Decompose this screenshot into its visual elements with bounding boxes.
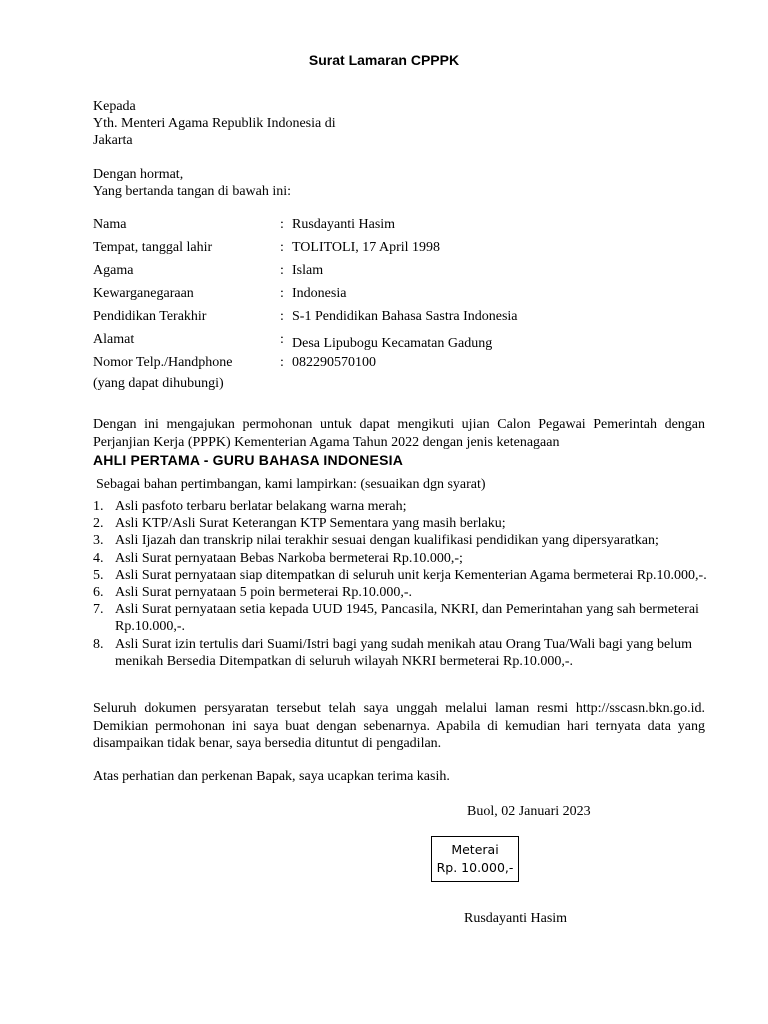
closing-paragraph: Seluruh dokumen persyaratan tersebut telah saya unggah melalui laman resmi http://sscasn.bkn.go.id. Demikian permohonan ini saya buat dengan sebenarnya. Apabila di kemudian hari ternyata data yang disampaikan tidak benar, saya bersedia dituntut di pengadilan. xyxy=(93,701,705,751)
field-value-religion: Islam xyxy=(292,263,324,278)
field-separator: : xyxy=(280,286,284,301)
field-label-religion: Agama xyxy=(93,263,134,278)
recipient-line-2: Yth. Menteri Agama Republik Indonesia di xyxy=(93,116,336,131)
field-label-phone: Nomor Telp./Handphone xyxy=(93,355,233,370)
recipient-line-1: Kepada xyxy=(93,99,136,114)
field-separator: : xyxy=(280,217,284,232)
attachments-list xyxy=(93,498,713,670)
field-value-education: S-1 Pendidikan Bahasa Sastra Indonesia xyxy=(292,309,518,324)
field-separator: : xyxy=(280,309,284,324)
list-item: 6. Asli Surat pernyataan 5 poin bermeterai Rp.10.000,-. xyxy=(93,585,413,601)
field-value-address: Desa Lipubogu Kecamatan Gadung xyxy=(292,336,493,351)
attachments-intro: Sebagai bahan pertimbangan, kami lampirkan: (sesuaikan dgn syarat) xyxy=(96,477,486,492)
list-item: 4. Asli Surat pernyataan Bebas Narkoba bermeterai Rp.10.000,-; xyxy=(93,550,463,566)
place-date: Buol, 02 Januari 2023 xyxy=(467,804,591,819)
list-item: 8. Asli Surat izin tertulis dari Suami/Istri bagi yang sudah menikah atau Orang Tua/Wali bagi yang belum menikah Bersedia Ditempatkan di seluruh wilayah NKRI bermeterai Rp.10.000,-. xyxy=(93,636,693,669)
stamp-duty-box xyxy=(431,836,519,882)
letter-title: Surat Lamaran CPPPK xyxy=(308,52,460,68)
thanks-line: Atas perhatian dan perkenan Bapak, saya ucapkan terima kasih. xyxy=(93,769,450,784)
recipient-line-3: Jakarta xyxy=(93,133,133,148)
field-label-birth: Tempat, tanggal lahir xyxy=(93,240,213,255)
field-value-birth: TOLITOLI, 17 April 1998 xyxy=(292,240,441,255)
field-value-citizenship: Indonesia xyxy=(292,286,347,301)
list-item: 1. Asli pasfoto terbaru berlatar belakang warna merah; xyxy=(93,499,407,514)
greeting-line-1: Dengan hormat, xyxy=(93,167,184,182)
field-separator: : xyxy=(280,263,284,278)
field-label-address: Alamat xyxy=(93,332,135,347)
applied-position: AHLI PERTAMA - GURU BAHASA INDONESIA xyxy=(93,452,404,468)
list-item: 3. Asli Ijazah dan transkrip nilai terakhir sesuai dengan kualifikasi pendidikan yang dipersyaratkan; xyxy=(93,533,659,549)
field-separator: : xyxy=(280,240,284,255)
stamp-label: Meterai xyxy=(451,842,499,857)
field-label-phone-note: (yang dapat dihubungi) xyxy=(93,376,224,391)
signatory-name: Rusdayanti Hasim xyxy=(464,911,568,926)
list-item: 5. Asli Surat pernyataan siap ditempatkan di seluruh unit kerja Kementerian Agama bermeterai Rp.10.000,-. xyxy=(93,567,707,583)
stamp-amount: Rp. 10.000,- xyxy=(436,860,514,875)
field-value-name: Rusdayanti Hasim xyxy=(292,217,396,232)
field-separator: : xyxy=(280,332,284,347)
field-separator: : xyxy=(280,355,284,370)
field-value-phone: 082290570100 xyxy=(292,355,376,370)
field-label-name: Nama xyxy=(93,217,127,232)
field-label-education: Pendidikan Terakhir xyxy=(93,309,207,324)
request-paragraph: Dengan ini mengajukan permohonan untuk dapat mengikuti ujian Calon Pegawai Pemerintah dengan Perjanjian Kerja (PPPK) Kementerian Agama Tahun 2022 dengan jenis ketenagaan xyxy=(93,417,705,450)
field-label-citizenship: Kewarganegaraan xyxy=(93,286,194,301)
greeting-line-2: Yang bertanda tangan di bawah ini: xyxy=(93,184,292,199)
list-item: 2. Asli KTP/Asli Surat Keterangan KTP Sementara yang masih berlaku; xyxy=(93,516,506,532)
list-item: 7. Asli Surat pernyataan setia kepada UUD 1945, Pancasila, NKRI, dan Pemerintahan yang sah bermeterai Rp.10.000,-. xyxy=(93,602,699,635)
